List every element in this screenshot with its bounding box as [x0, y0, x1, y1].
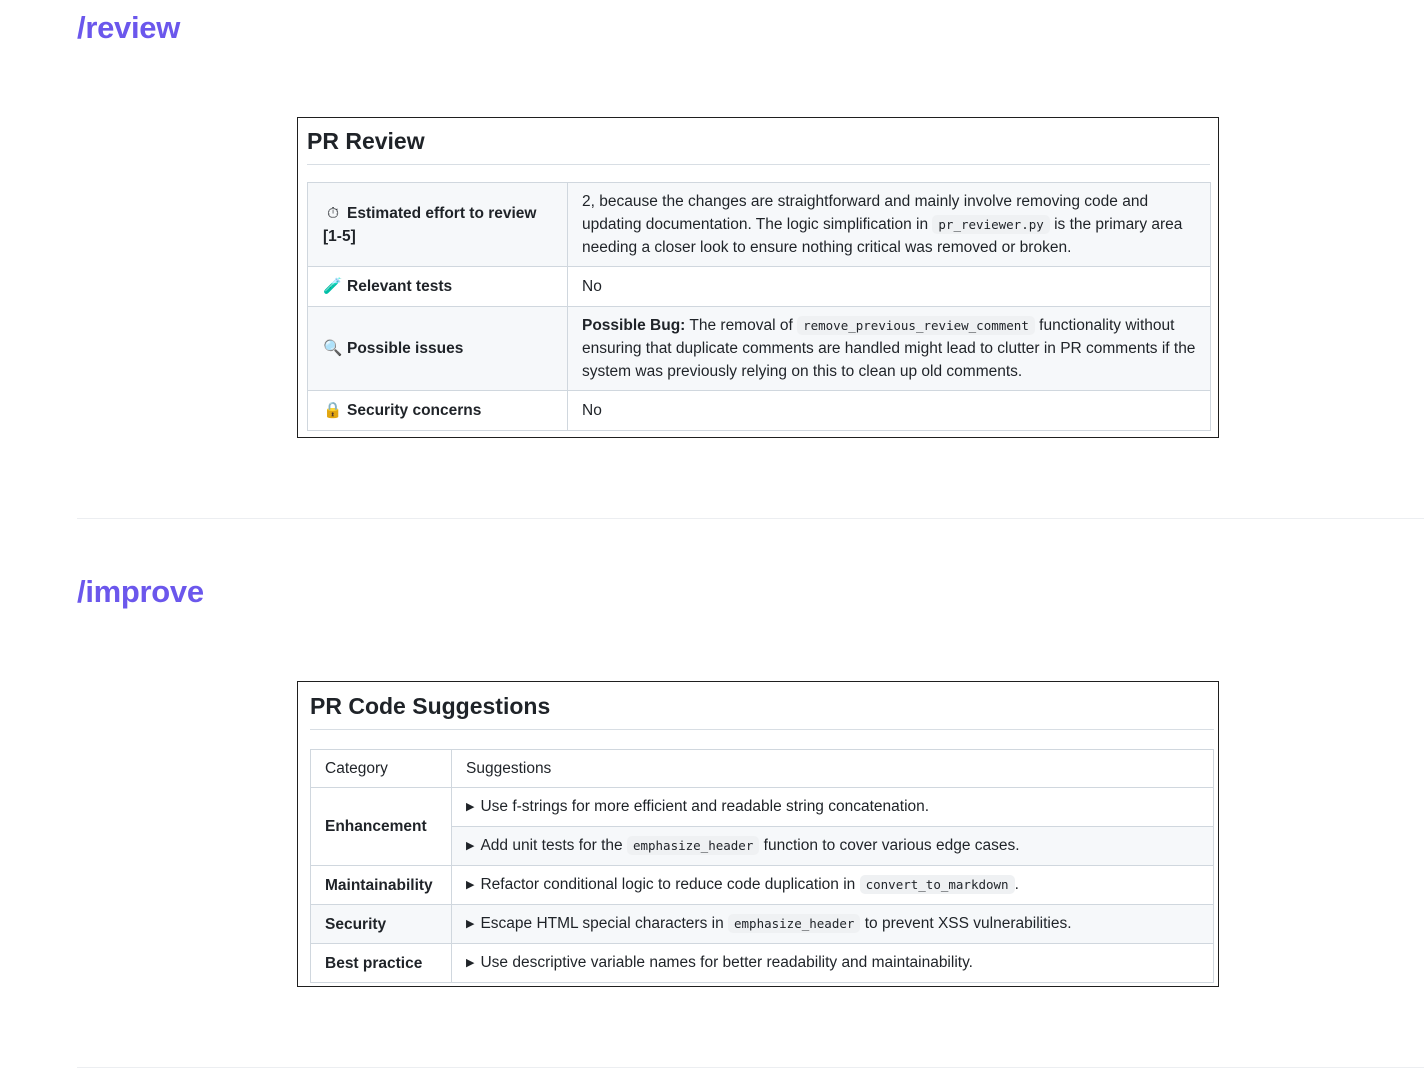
lock-icon: 🔒: [323, 402, 343, 419]
category-security: Security: [311, 905, 452, 944]
section-divider: [77, 1067, 1424, 1068]
table-row: [311, 788, 1214, 827]
table-row: [311, 905, 1214, 944]
column-header-category: Category: [311, 750, 452, 788]
disclosure-triangle-icon[interactable]: ▶: [466, 801, 475, 813]
row-label-security: 🔒 Security concerns: [308, 391, 568, 431]
row-label-tests: 🧪 Relevant tests: [308, 267, 568, 307]
row-value-tests: No: [568, 267, 1211, 307]
disclosure-triangle-icon[interactable]: ▶: [466, 840, 475, 852]
table-row: [308, 307, 1211, 391]
title-divider: [307, 164, 1210, 165]
section-divider: [77, 518, 1424, 519]
title-divider: [310, 729, 1214, 730]
table-row: [308, 391, 1211, 431]
table-row: [311, 866, 1214, 905]
inline-code: remove_previous_review_comment: [797, 316, 1035, 335]
magnifier-icon: 🔍: [323, 340, 343, 357]
category-best-practice: Best practice: [311, 944, 452, 983]
pr-review-table: [307, 182, 1211, 431]
table-row: [308, 267, 1211, 307]
inline-code: pr_reviewer.py: [932, 215, 1049, 234]
inline-code: convert_to_markdown: [860, 875, 1015, 894]
suggestion-item[interactable]: ▶ Use descriptive variable names for better readability and maintainability.: [452, 944, 1214, 983]
column-header-suggestions: Suggestions: [452, 750, 1214, 788]
row-label-issues: 🔍 Possible issues: [308, 307, 568, 391]
row-value-issues: Possible Bug: The removal of remove_previous_review_comment functionality without ensuring that duplicate comments are handled might lead to clutter in PR comments if the system was previously relying on this to clean up old comments.: [568, 307, 1211, 391]
disclosure-triangle-icon[interactable]: ▶: [466, 957, 475, 969]
pr-review-card: [297, 117, 1219, 438]
pr-code-suggestions-card: [297, 681, 1219, 987]
row-value-security: No: [568, 391, 1211, 431]
stopwatch-icon: ⏱: [326, 204, 340, 222]
test-tube-icon: 🧪: [323, 278, 343, 295]
review-section-heading: /review: [77, 10, 181, 45]
suggestion-item[interactable]: ▶ Use f-strings for more efficient and readable string concatenation.: [452, 788, 1214, 827]
row-value-effort: 2, because the changes are straightforward and mainly involve removing code and updating documentation. The logic simplification in pr_reviewer.py is the primary area needing a closer look to ensure nothing critical was removed or broken.: [568, 183, 1211, 267]
table-row: [308, 183, 1211, 267]
disclosure-triangle-icon[interactable]: ▶: [466, 879, 475, 891]
suggestion-item[interactable]: ▶ Add unit tests for the emphasize_header function to cover various edge cases.: [452, 827, 1214, 866]
disclosure-triangle-icon[interactable]: ▶: [466, 918, 475, 930]
suggestion-item[interactable]: ▶ Refactor conditional logic to reduce code duplication in convert_to_markdown .: [452, 866, 1214, 905]
category-enhancement: Enhancement: [311, 788, 452, 866]
category-maintainability: Maintainability: [311, 866, 452, 905]
table-header-row: [311, 750, 1214, 788]
improve-section-heading: /improve: [77, 574, 204, 609]
row-label-effort: ⏱ Estimated effort to review [1-5]: [308, 183, 568, 267]
inline-code: emphasize_header: [627, 836, 759, 855]
inline-code: emphasize_header: [728, 914, 860, 933]
suggestions-table: [310, 749, 1214, 983]
table-row: [311, 944, 1214, 983]
pr-code-suggestions-title: PR Code Suggestions: [310, 693, 551, 719]
pr-review-title: PR Review: [307, 128, 425, 154]
suggestion-item[interactable]: ▶ Escape HTML special characters in emphasize_header to prevent XSS vulnerabilities.: [452, 905, 1214, 944]
